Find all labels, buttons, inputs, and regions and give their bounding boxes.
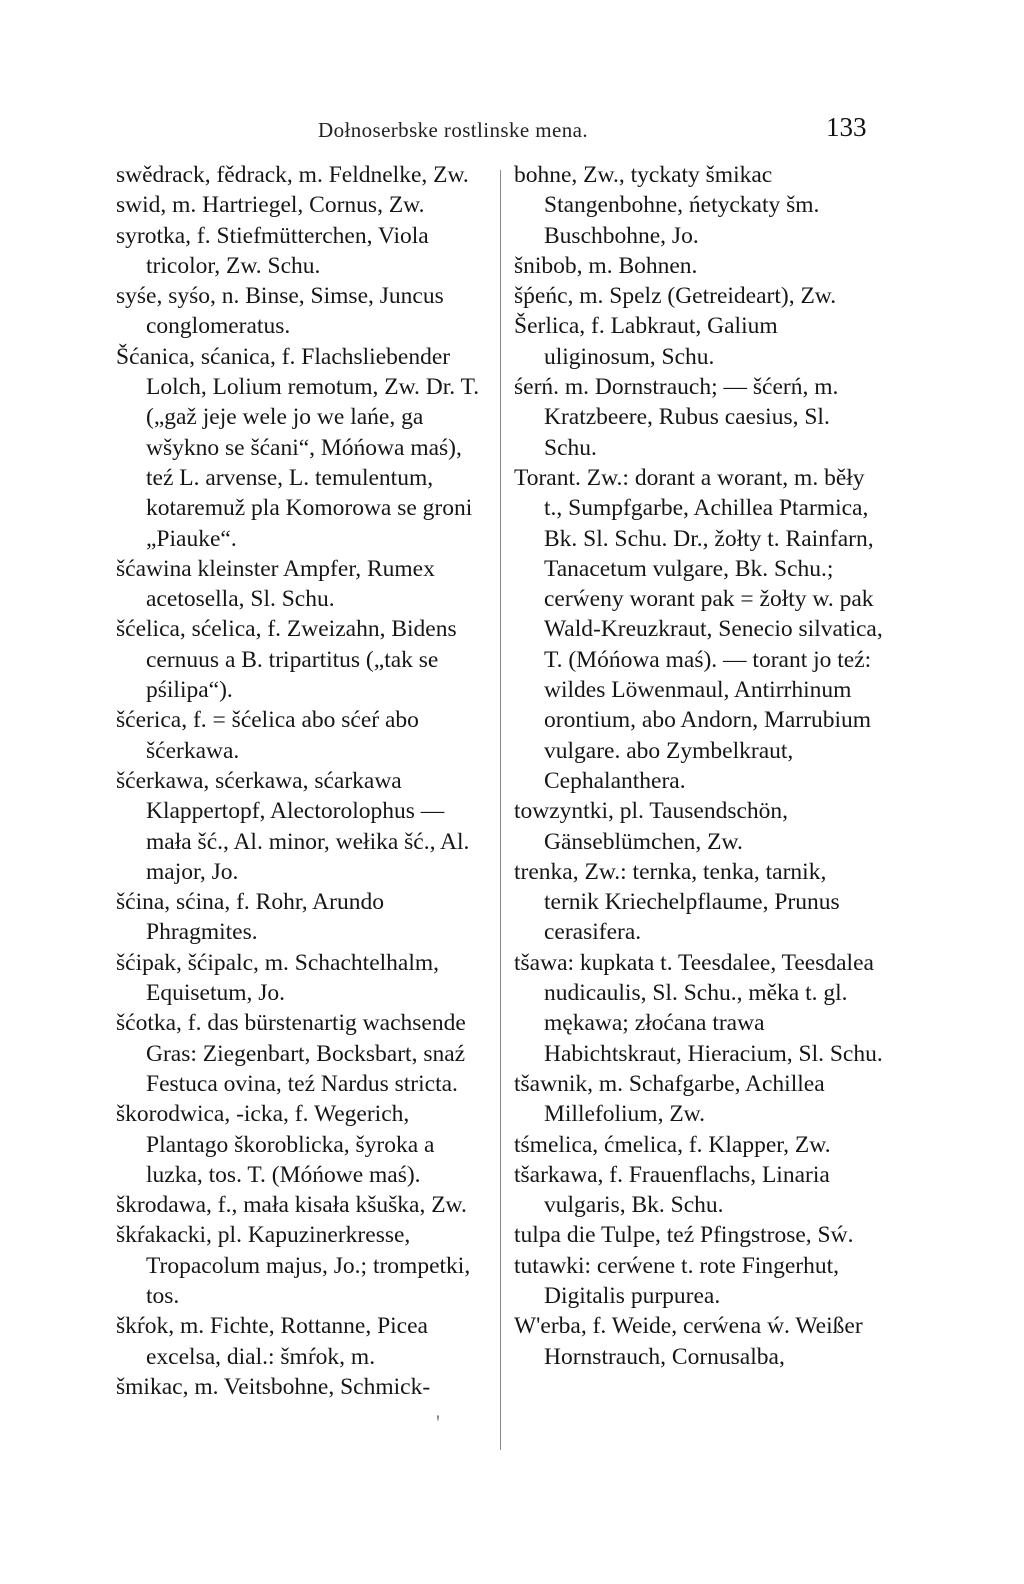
dictionary-entry: Šćanica, sćanica, f. Flachsliebender Lolch, Lolium remotum, Zw. Dr. T. („gaž jeje wele jo we lańe, ga wšykno se šćani“, Móńowa maś), teź L. arvense, L. temulentum, kotaremuž pla Komorowa se groni „Piauke“. xyxy=(116,343,480,552)
dictionary-entry: šnibob, m. Bohnen. xyxy=(514,252,698,279)
dictionary-entry: towzyntki, pl. Tausendschön, Gänseblümchen, Zw. xyxy=(514,798,789,855)
dictionary-entry: šćipak, šćipalc, m. Schachtelhalm, Equisetum, Jo. xyxy=(116,949,440,1007)
right-column xyxy=(514,160,886,1372)
dictionary-entry: tšawnik, m. Schafgarbe, Achillea Millefolium, Zw. xyxy=(514,1070,825,1128)
dictionary-entry: swid, m. Hartriegel, Cornus, Zw. xyxy=(116,192,425,219)
dictionary-entry: syrotka, f. Stiefmütterchen, Viola tricolor, Zw. Schu. xyxy=(116,222,429,279)
dictionary-entry: škorodwica, -icka, f. Wegerich, Plantago škoroblicka, šyroka a luzka, tos. T. (Móńowe maś). xyxy=(116,1101,435,1188)
dictionary-entry: škrodawa, f., mała kisała kšuška, Zw. xyxy=(116,1192,467,1219)
dictionary-entry: šmikac, m. Veitsbohne, Schmick- xyxy=(116,1373,431,1400)
dictionary-entry: šćelica, sćelica, f. Zweizahn, Bidens cernuus a B. tripartitus („tak se pśilipa“). xyxy=(116,616,457,704)
dictionary-entry: W'erba, f. Weide, cerẃena ẃ. Weißer Hornstrauch, Cornusalba, xyxy=(514,1313,863,1370)
dictionary-entry: Šerlica, f. Labkraut, Galium uliginosum, Schu. xyxy=(514,313,778,370)
dictionary-entry: trenka, Zw.: ternka, tenka, tarnik, ternik Kriechelpflaume, Prunus cerasifera. xyxy=(514,858,840,946)
dictionary-entry: šćina, sćina, f. Rohr, Arundo Phragmites. xyxy=(116,889,384,946)
dictionary-entry: Torant. Zw.: dorant a worant, m. běły t., Sumpfgarbe, Achillea Ptarmica, Bk. Sl. Schu. Dr., žołty t. Rainfarn, Tanacetum vulgare, Bk. Schu.; cerẃeny worant pak = žołty w. pak Wald-Kreuzkraut, Senecio silvatica, T. (Móńowa maś). — torant jo teź: wildes Löwenmaul, Antirrhinum orontium, abo Andorn, Marrubium vulgare. abo Zymbelkraut, Cephalanthera. xyxy=(514,464,883,794)
column-divider xyxy=(500,170,501,1450)
dictionary-entry: tulpa die Tulpe, teź Pfingstrose, Sẃ. xyxy=(514,1222,854,1249)
dictionary-entry: šćotka, f. das bürstenartig wachsende Gras: Ziegenbart, Bocksbart, snaź Festuca ovina, teź Nardus stricta. xyxy=(116,1010,466,1097)
dictionary-entry: škŕok, m. Fichte, Rottanne, Picea excelsa, dial.: šmŕok, m. xyxy=(116,1313,428,1370)
dictionary-entry: šćerkawa, sćerkawa, sćarkawa Klappertopf, Alectorolophus — mała šć., Al. minor, wełika šć., Al. major, Jo. xyxy=(116,767,470,885)
stray-print-mark: ' xyxy=(436,1410,440,1435)
page-number: 133 xyxy=(826,112,867,142)
dictionary-entry: šṕeńc, m. Spelz (Getreideart), Zw. xyxy=(514,283,837,310)
dictionary-entry: tutawki: cerẃene t. rote Fingerhut, Digitalis purpurea. xyxy=(514,1252,839,1309)
dictionary-entry: škŕakacki, pl. Kapuzinerkresse, Tropacolum majus, Jo.; trompetki, tos. xyxy=(116,1222,471,1309)
dictionary-entry: šćerica, f. = šćelica abo sćeŕ abo šćerkawa. xyxy=(116,707,419,764)
dictionary-entry: šćawina kleinster Ampfer, Rumex acetosella, Sl. Schu. xyxy=(116,555,435,613)
dictionary-entry: tšawa: kupkata t. Teesdalee, Teesdalea nudicaulis, Sl. Schu., měka t. gl. mękawa; złoćana trawa Habichtskraut, Hieracium, Sl. Schu. xyxy=(514,949,883,1067)
left-column xyxy=(116,160,492,1402)
dictionary-entry: swědrack, fědrack, m. Feldnelke, Zw. xyxy=(116,162,469,188)
running-title: Dołnoserbske rostlinske mena. xyxy=(318,118,588,142)
dictionary-entry: bohne, Zw., tyckaty šmikac Stangenbohne, ńetyckaty šm. Buschbohne, Jo. xyxy=(514,162,820,249)
dictionary-entry: tśmelica, ćmelica, f. Klapper, Zw. xyxy=(514,1131,831,1158)
dictionary-entry: tšarkawa, f. Frauenflachs, Linaria vulgaris, Bk. Schu. xyxy=(514,1161,830,1219)
dictionary-entry: syśe, syśo, n. Binse, Simse, Juncus conglomeratus. xyxy=(116,283,444,340)
page-header xyxy=(0,112,1024,152)
dictionary-entry: śerń. m. Dornstrauch; — šćerń, m. Kratzbeere, Rubus caesius, Sl. Schu. xyxy=(514,374,839,461)
